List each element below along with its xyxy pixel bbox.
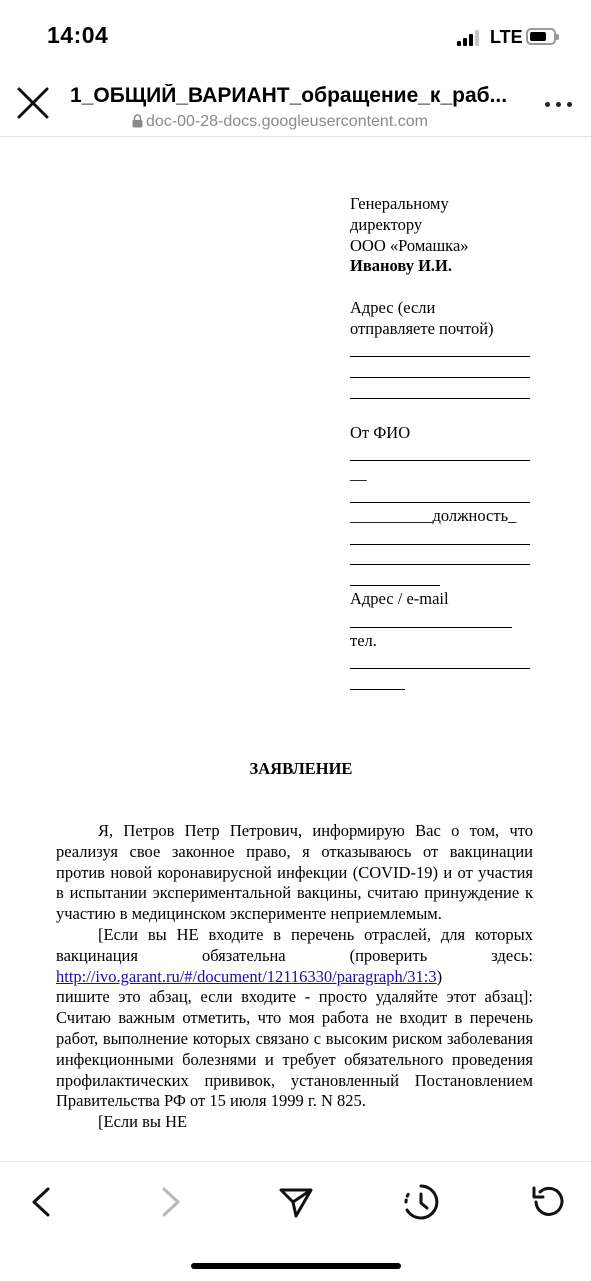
blank-line <box>350 652 535 673</box>
home-indicator[interactable] <box>191 1263 401 1269</box>
close-icon[interactable] <box>14 84 54 124</box>
blank-line <box>350 360 535 381</box>
paragraph-text: [Если вы НЕ входите в перечень отраслей, для которых вакцинация обязательна (проверить здесь: <box>56 924 533 965</box>
battery-icon <box>526 28 556 45</box>
address-label: Адрес (если <box>350 297 436 317</box>
document-view[interactable] <box>0 137 591 1161</box>
paragraph <box>56 925 533 987</box>
blank-line-tail: __ <box>350 464 367 484</box>
history-icon[interactable] <box>401 1182 441 1222</box>
share-icon[interactable] <box>276 1182 316 1222</box>
document-heading: ЗАЯВЛЕНИЕ <box>249 759 353 778</box>
browser-header <box>0 70 591 137</box>
signal-icon <box>457 30 483 46</box>
document-body <box>56 821 533 1133</box>
bottom-toolbar <box>0 1161 591 1281</box>
url-text: doc-00-28-docs.googleusercontent.com <box>146 113 428 130</box>
forward-icon[interactable] <box>150 1182 190 1222</box>
blank-line <box>350 485 535 506</box>
addressee-name: Иванову И.И. <box>350 256 452 276</box>
status-bar <box>0 0 591 70</box>
phone-label: тел. <box>350 630 377 650</box>
address-label: отправляете почтой) <box>350 318 494 338</box>
blank-line <box>350 672 535 693</box>
reload-icon[interactable] <box>528 1182 568 1222</box>
status-time: 14:04 <box>47 22 109 48</box>
blank-line <box>350 381 535 402</box>
garant-link[interactable]: http://ivo.garant.ru/#/document/12116330/paragraph/31:3 <box>56 966 437 986</box>
network-type: LTE <box>490 27 523 47</box>
addressee-block <box>350 194 535 693</box>
addressee-line: Генеральному <box>350 194 449 213</box>
paragraph: Я, Петров Петр Петрович, информирую Вас о том, что реализуя свое законное право, я отказываюсь от вакцинации против новой коронавирусной инфекции (COVID-19) и от участия в испытании экспериментальной вакцины, считаю принуждение к участию в медицинском эксперименте неприемлемым. <box>56 821 533 924</box>
blank-line <box>350 610 535 631</box>
paragraph: пишите это абзац, если входите - просто удаляйте этот абзац]: Считаю важным отметить, что моя работа не входит в перечень работ, выполнение которых связано с высоким риском заболевания инфекционными болезнями и требует обязательного проведения профилактических прививок, установленный Постановлением Правительства РФ от 15 июля 1999 г. N 825. <box>56 987 533 1111</box>
blank-line <box>350 527 535 548</box>
blank-line <box>350 568 535 589</box>
contact-label: Адрес / e-mail <box>350 589 449 609</box>
more-icon[interactable] <box>543 97 575 111</box>
position-label: __________должность_ <box>350 505 517 525</box>
url-bar[interactable] <box>132 113 428 131</box>
paragraph: [Если вы НЕ <box>98 1112 188 1132</box>
blank-line <box>350 548 535 569</box>
paragraph-text: ) <box>436 966 443 986</box>
addressee-line: ООО «Ромашка» <box>350 235 469 255</box>
back-icon[interactable] <box>22 1182 62 1222</box>
page-title: 1_ОБЩИЙ_ВАРИАНТ_обращение_к_раб... <box>70 84 508 107</box>
lock-icon <box>132 114 143 128</box>
blank-line <box>350 340 535 361</box>
from-label: От ФИО <box>350 422 411 442</box>
blank-line <box>350 444 535 465</box>
addressee-line: директору <box>350 214 423 234</box>
